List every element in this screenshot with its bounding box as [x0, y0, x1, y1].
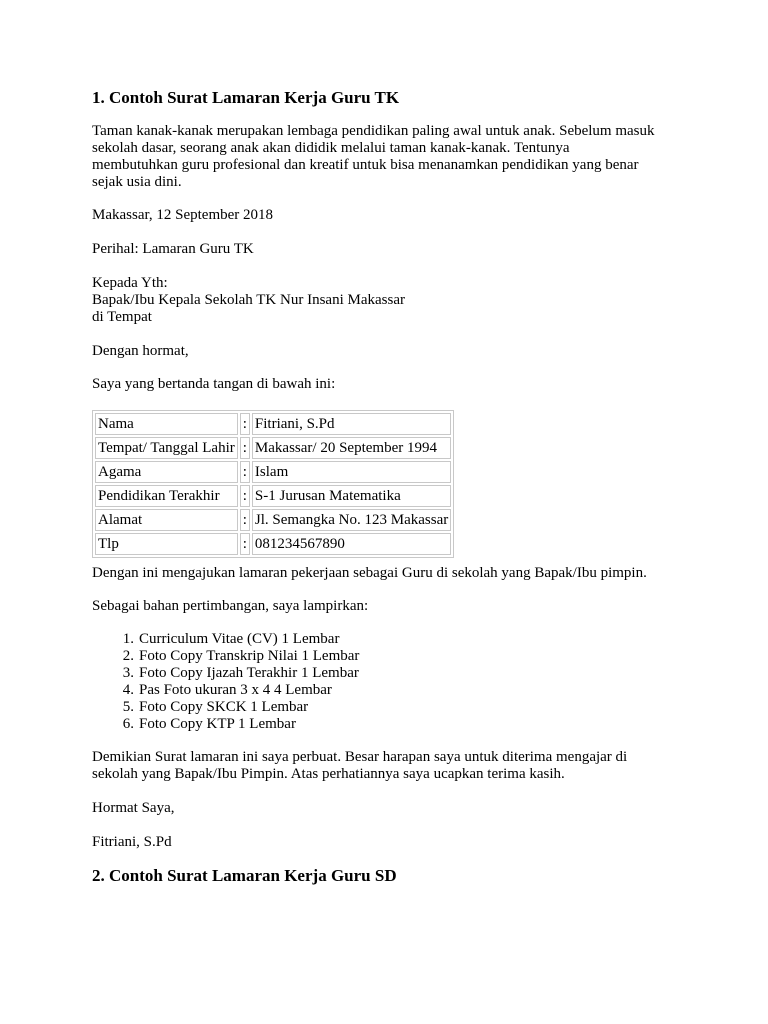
list-item-number: 6. [122, 716, 134, 732]
letter-date: Makassar, 12 September 2018 [92, 207, 274, 223]
list-item [122, 699, 359, 716]
intro-paragraph [92, 123, 692, 191]
identity-value: Fitriani, S.Pd [252, 413, 451, 435]
identity-value: S-1 Jurusan Matematika [252, 485, 451, 507]
table-row [95, 485, 451, 507]
recipient-line: Kepada Yth: [92, 275, 168, 291]
section-1-heading: 1. Contoh Surat Lamaran Kerja Guru TK [92, 88, 400, 107]
letter-statement: Saya yang bertanda tangan di bawah ini: [92, 376, 336, 392]
intro-line: sejak usia dini. [92, 174, 182, 190]
identity-separator: : [240, 509, 250, 531]
identity-value: Makassar/ 20 September 1994 [252, 437, 451, 459]
identity-table [92, 410, 454, 558]
closing-line: sekolah yang Bapak/Ibu Pimpin. Atas perhatiannya saya ucapkan terima kasih. [92, 766, 565, 782]
list-item-text: Foto Copy SKCK 1 Lembar [139, 699, 309, 715]
identity-label: Tempat/ Tanggal Lahir [95, 437, 238, 459]
identity-separator: : [240, 413, 250, 435]
list-item [122, 665, 359, 682]
list-item-text: Foto Copy KTP 1 Lembar [139, 716, 296, 732]
identity-label: Nama [95, 413, 238, 435]
closing-line: Demikian Surat lamaran ini saya perbuat. Besar harapan saya untuk diterima mengajar di [92, 749, 628, 765]
list-item-text: Foto Copy Ijazah Terakhir 1 Lembar [139, 665, 359, 681]
list-item-number: 2. [122, 648, 134, 664]
identity-value: Islam [252, 461, 451, 483]
intro-line: sekolah dasar, seorang anak akan dididik melalui taman kanak-kanak. Tentunya [92, 140, 570, 156]
list-item-number: 4. [122, 682, 134, 698]
letter-regards: Hormat Saya, [92, 800, 175, 816]
table-row [95, 413, 451, 435]
section-2-heading: 2. Contoh Surat Lamaran Kerja Guru SD [92, 866, 397, 885]
identity-label: Pendidikan Terakhir [95, 485, 238, 507]
list-item-number: 1. [122, 631, 134, 647]
identity-separator: : [240, 437, 250, 459]
list-item-number: 5. [122, 699, 134, 715]
table-row [95, 461, 451, 483]
attachments-list [92, 631, 359, 733]
recipient-line: di Tempat [92, 309, 152, 325]
table-row [95, 437, 451, 459]
list-item-text: Foto Copy Transkrip Nilai 1 Lembar [139, 648, 360, 664]
identity-value: Jl. Semangka No. 123 Makassar [252, 509, 451, 531]
identity-label: Agama [95, 461, 238, 483]
list-item [122, 631, 359, 648]
identity-value: 081234567890 [252, 533, 451, 555]
letter-recipient [92, 275, 405, 326]
table-row [95, 533, 451, 555]
recipient-line: Bapak/Ibu Kepala Sekolah TK Nur Insani Makassar [92, 292, 405, 308]
identity-separator: : [240, 533, 250, 555]
attachments-intro: Sebagai bahan pertimbangan, saya lampirkan: [92, 598, 369, 614]
list-item-text: Pas Foto ukuran 3 x 4 4 Lembar [139, 682, 332, 698]
list-item [122, 648, 360, 665]
application-statement: Dengan ini mengajukan lamaran pekerjaan sebagai Guru di sekolah yang Bapak/Ibu pimpin. [92, 565, 647, 581]
intro-line: Taman kanak-kanak merupakan lembaga pendidikan paling awal untuk anak. Sebelum masuk [92, 123, 655, 139]
intro-line: membutuhkan guru profesional dan kreatif untuk bisa menanamkan pendidikan yang benar [92, 157, 639, 173]
letter-subject: Perihal: Lamaran Guru TK [92, 241, 254, 257]
identity-separator: : [240, 461, 250, 483]
letter-signer: Fitriani, S.Pd [92, 834, 172, 850]
list-item [122, 716, 359, 733]
letter-greeting: Dengan hormat, [92, 343, 189, 359]
list-item-text: Curriculum Vitae (CV) 1 Lembar [139, 631, 340, 647]
identity-separator: : [240, 485, 250, 507]
table-row [95, 509, 451, 531]
identity-label: Alamat [95, 509, 238, 531]
list-item [122, 682, 359, 699]
closing-paragraph [92, 749, 627, 783]
list-item-number: 3. [122, 665, 134, 681]
identity-label: Tlp [95, 533, 238, 555]
